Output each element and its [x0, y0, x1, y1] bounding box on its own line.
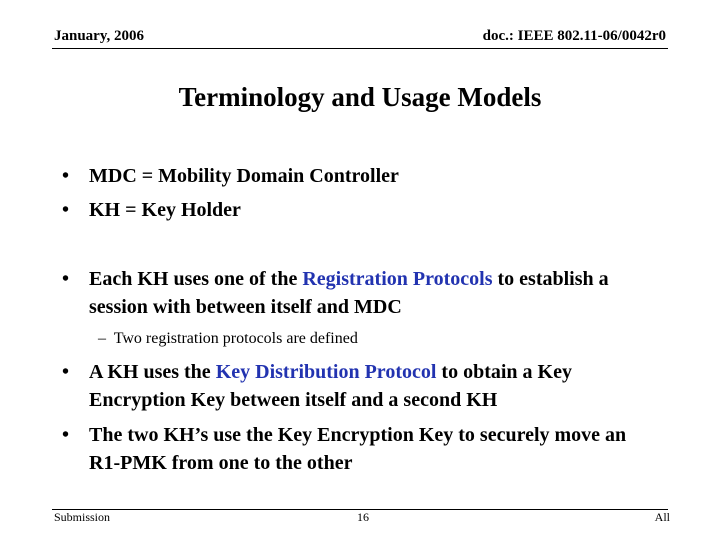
- bullet-icon: •: [62, 361, 70, 383]
- bullet-key-encryption: • The two KH’s use the Key Encryption Key to securely move an R1-PMK from one to the other: [62, 421, 662, 477]
- footer-submission: Submission: [54, 510, 111, 524]
- bullet-icon: •: [62, 268, 70, 290]
- bullet-registration: • Each KH uses one of the Registration Protocols to establish a session with between itself and MDC: [62, 265, 622, 321]
- dash-icon: –: [98, 330, 106, 347]
- bullet-key-distribution: • A KH uses the Key Distribution Protocol to obtain a Key Encryption Key between itself and a second KH: [62, 358, 642, 414]
- page-number: 16: [357, 510, 369, 524]
- bullet-kh: • KH = Key Holder: [62, 196, 662, 224]
- header-date: January, 2006: [54, 28, 145, 44]
- subbullet: – Two registration protocols are defined: [98, 330, 358, 347]
- slide-title: Terminology and Usage Models: [178, 82, 542, 112]
- bullet-icon: •: [62, 424, 70, 446]
- bullet-mdc: • MDC = Mobility Domain Controller: [62, 162, 662, 190]
- key-distribution-protocol-term: Key Distribution Protocol: [215, 361, 437, 383]
- registration-protocols-term: Registration Protocols: [302, 268, 493, 290]
- header-divider: [52, 48, 668, 49]
- bullet-icon: •: [62, 199, 70, 221]
- bullet-icon: •: [62, 165, 70, 187]
- footer-author: All: [654, 510, 670, 524]
- header-doc-id: doc.: IEEE 802.11-06/0042r0: [482, 28, 666, 44]
